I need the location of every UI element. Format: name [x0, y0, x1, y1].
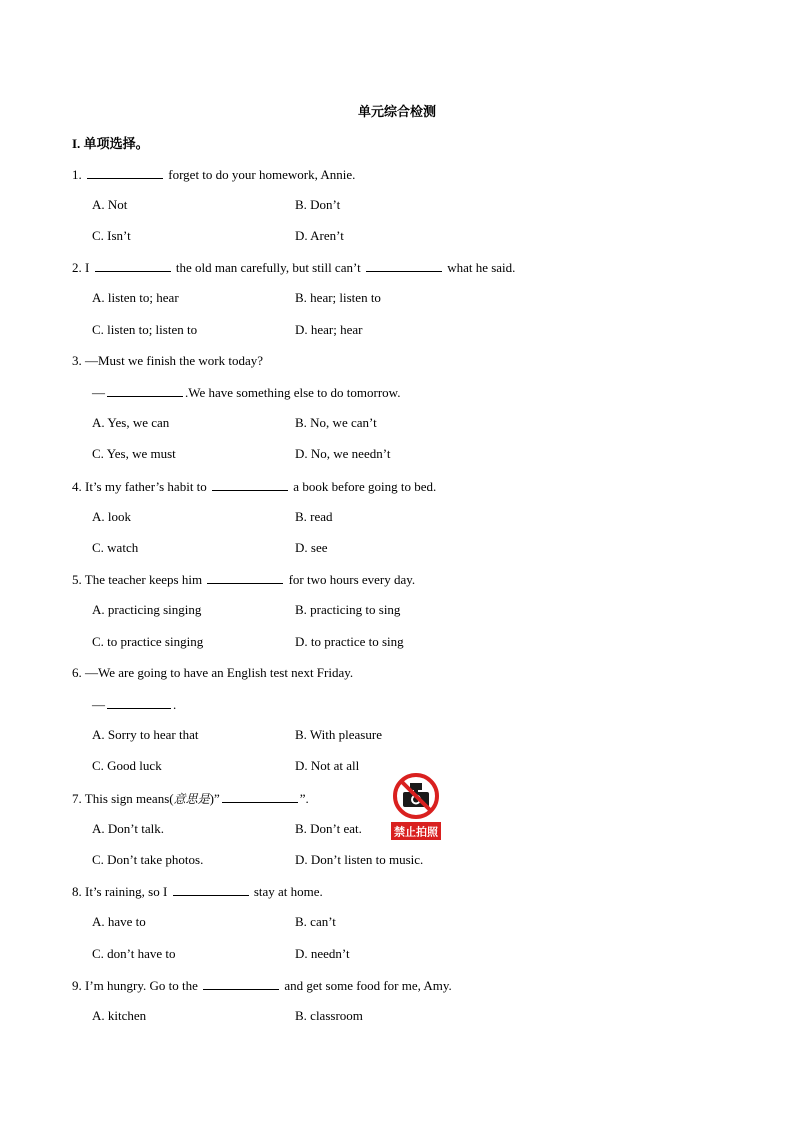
chinese-gloss: 意思是: [173, 792, 210, 806]
question-text: —Must we finish the work today?: [85, 353, 264, 368]
option-5d: D. to practice to sing: [295, 634, 404, 649]
question-number: 1.: [72, 167, 82, 182]
question-8: [72, 883, 323, 900]
question-text: forget to do your homework, Annie.: [168, 167, 356, 182]
question-text: .We have something else to do tomorrow.: [185, 385, 401, 400]
question-5: [72, 571, 415, 588]
answer-blank: [107, 384, 183, 397]
question-4: [72, 478, 436, 495]
question-2: [72, 259, 515, 276]
option-3d: D. No, we needn’t: [295, 446, 391, 461]
question-number: 9.: [72, 978, 82, 993]
section-label: 单项选择。: [83, 137, 149, 152]
question-number: 3.: [72, 353, 82, 368]
question-6-reply: [92, 696, 176, 713]
question-number: 7.: [72, 791, 82, 806]
option-6a: A. Sorry to hear that: [92, 727, 199, 742]
option-3c: C. Yes, we must: [92, 446, 176, 461]
question-9: [72, 977, 452, 994]
answer-blank: [366, 259, 442, 272]
option-9a: A. kitchen: [92, 1008, 147, 1023]
section-number: I.: [72, 136, 81, 151]
dash: —: [92, 385, 105, 400]
option-4d: D. see: [295, 540, 328, 555]
page-title: 单元综合检测: [357, 105, 436, 120]
option-4a: A. look: [92, 509, 131, 524]
option-4c: C. watch: [92, 540, 139, 555]
question-text: a book before going to bed.: [293, 479, 437, 494]
question-text: —We are going to have an English test next Friday.: [85, 665, 354, 680]
option-8a: A. have to: [92, 914, 146, 929]
question-text: The teacher keeps him: [84, 572, 203, 587]
option-8d: D. needn’t: [295, 946, 350, 961]
answer-blank: [203, 977, 279, 990]
option-2d: D. hear; hear: [295, 322, 363, 337]
option-6d: D. Not at all: [295, 758, 360, 773]
option-3a: A. Yes, we can: [92, 415, 170, 430]
answer-blank: [222, 790, 298, 803]
question-text: the old man carefully, but still can’t: [175, 260, 361, 275]
answer-blank: [173, 883, 249, 896]
no-photography-sign-icon: [390, 772, 442, 842]
answer-blank: [212, 478, 288, 491]
question-number: 4.: [72, 479, 82, 494]
question-text: what he said.: [447, 260, 516, 275]
option-1d: D. Aren’t: [295, 228, 344, 243]
question-text: I: [85, 260, 90, 275]
option-7c: C. Don’t take photos.: [92, 852, 204, 867]
question-number: 2.: [72, 260, 82, 275]
question-1: [72, 166, 355, 183]
question-text: This sign means(: [84, 791, 174, 806]
sign-caption: 禁止拍照: [394, 825, 438, 839]
option-9b: B. classroom: [295, 1008, 363, 1023]
option-3b: B. No, we can’t: [295, 415, 377, 430]
question-3-reply: [92, 384, 400, 401]
option-2b: B. hear; listen to: [295, 290, 381, 305]
question-number: 6.: [72, 665, 82, 680]
question-text: for two hours every day.: [288, 572, 416, 587]
question-text: ”.: [299, 791, 309, 806]
option-7b: B. Don’t eat.: [295, 821, 362, 836]
answer-blank: [107, 696, 171, 709]
question-text: It’s raining, so I: [85, 884, 168, 899]
option-2c: C. listen to; listen to: [92, 322, 198, 337]
answer-blank: [207, 571, 283, 584]
question-text: and get some food for me, Amy.: [284, 978, 452, 993]
option-8c: C. don’t have to: [92, 946, 176, 961]
option-6c: C. Good luck: [92, 758, 162, 773]
option-5c: C. to practice singing: [92, 634, 204, 649]
option-8b: B. can’t: [295, 914, 336, 929]
dash: —: [92, 697, 105, 712]
option-6b: B. With pleasure: [295, 727, 382, 742]
option-1b: B. Don’t: [295, 197, 341, 212]
question-3: [72, 353, 263, 369]
question-text: I’m hungry. Go to the: [85, 978, 198, 993]
question-7: [72, 790, 309, 807]
question-text: It’s my father’s habit to: [85, 479, 207, 494]
answer-blank: [87, 166, 163, 179]
question-text: stay at home.: [253, 884, 323, 899]
question-text: .: [173, 697, 177, 712]
option-4b: B. read: [295, 509, 333, 524]
answer-blank: [95, 259, 171, 272]
option-5b: B. practicing to sing: [295, 602, 401, 617]
question-number: 5.: [72, 572, 82, 587]
option-7a: A. Don’t talk.: [92, 821, 164, 836]
question-text: )”: [209, 791, 220, 806]
question-6: [72, 665, 353, 681]
option-7d: D. Don’t listen to music.: [295, 852, 424, 867]
question-number: 8.: [72, 884, 82, 899]
option-1a: A. Not: [92, 197, 128, 212]
option-5a: A. practicing singing: [92, 602, 202, 617]
option-2a: A. listen to; hear: [92, 290, 179, 305]
option-1c: C. Isn’t: [92, 228, 131, 243]
section-heading: [72, 133, 149, 152]
